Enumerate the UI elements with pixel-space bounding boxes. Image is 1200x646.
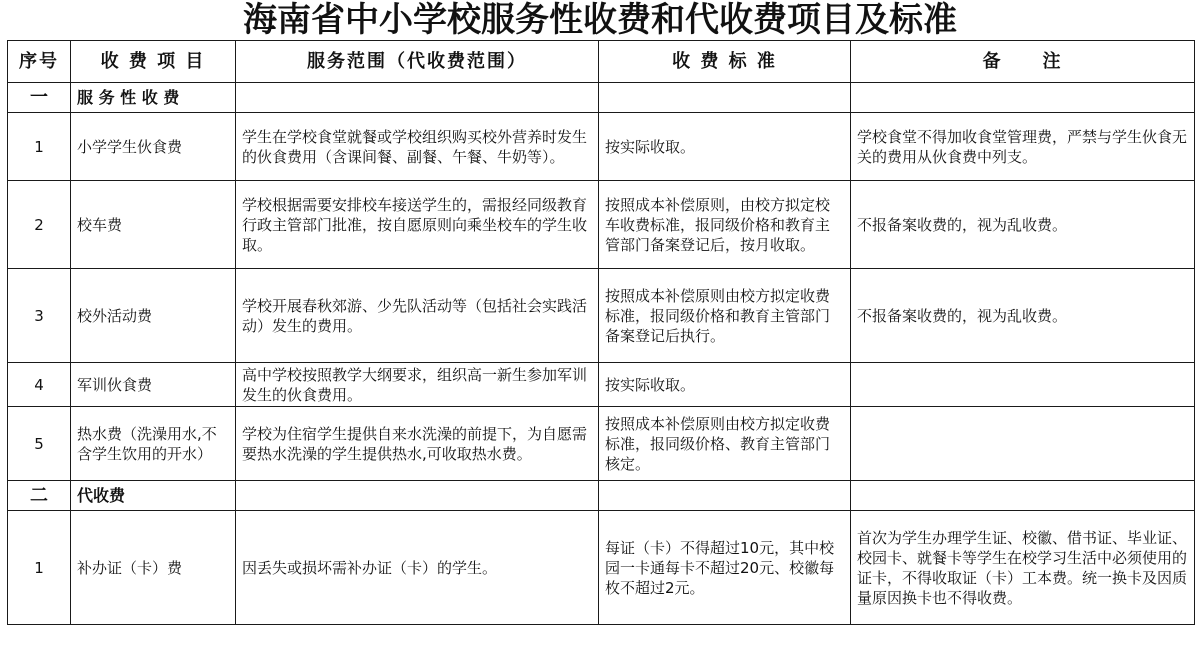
fee-item-name: 校车费 <box>71 181 236 269</box>
remark: 不报备案收费的，视为乱收费。 <box>851 181 1195 269</box>
page-title: 海南省中小学校服务性收费和代收费项目及标准 <box>243 0 957 40</box>
table-row <box>8 113 1195 181</box>
empty-cell <box>851 481 1195 511</box>
remark <box>851 363 1195 407</box>
fee-item-name: 军训伙食费 <box>71 363 236 407</box>
section-row-collection <box>8 481 1195 511</box>
table-row <box>8 363 1195 407</box>
section-row-service <box>8 83 1195 113</box>
header-row <box>8 41 1195 83</box>
service-scope: 因丢失或损坏需补办证（卡）的学生。 <box>236 511 599 625</box>
empty-cell <box>236 481 599 511</box>
empty-cell <box>236 83 599 113</box>
service-scope: 高中学校按照教学大纲要求，组织高一新生参加军训发生的伙食费用。 <box>236 363 599 407</box>
fee-item-name: 小学学生伙食费 <box>71 113 236 181</box>
service-scope: 学生在学校食堂就餐或学校组织购买校外营养时发生的伙食费用（含课间餐、副餐、午餐、牛奶等）。 <box>236 113 599 181</box>
service-scope: 学校开展春秋郊游、少先队活动等（包括社会实践活动）发生的费用。 <box>236 269 599 363</box>
header-standard: 收 费 标 准 <box>599 41 851 83</box>
row-number: 3 <box>8 269 71 363</box>
fee-standard: 按照成本补偿原则，由校方拟定校车收费标准，报同级价格和教育主管部门备案登记后，按月收取。 <box>599 181 851 269</box>
fee-standard: 按实际收取。 <box>599 113 851 181</box>
row-number: 1 <box>8 511 71 625</box>
table-row <box>8 511 1195 625</box>
empty-cell <box>599 481 851 511</box>
remark <box>851 407 1195 481</box>
fee-item-name: 校外活动费 <box>71 269 236 363</box>
row-number: 5 <box>8 407 71 481</box>
table-row <box>8 407 1195 481</box>
table-row <box>8 269 1195 363</box>
row-number: 2 <box>8 181 71 269</box>
header-no: 序号 <box>8 41 71 83</box>
remark: 首次为学生办理学生证、校徽、借书证、毕业证、校园卡、就餐卡等学生在校学习生活中必须使用的证卡，不得收取证（卡）工本费。统一换卡及因质量原因换卡也不得收费。 <box>851 511 1195 625</box>
fee-item-name: 补办证（卡）费 <box>71 511 236 625</box>
section-label: 服 务 性 收 费 <box>71 83 236 113</box>
header-scope: 服务范围（代收费范围） <box>236 41 599 83</box>
fee-standard: 按实际收取。 <box>599 363 851 407</box>
section-number: 一 <box>8 83 71 113</box>
fee-standard: 每证（卡）不得超过10元，其中校园一卡通每卡不超过20元、校徽每枚不超过2元。 <box>599 511 851 625</box>
service-scope: 学校为住宿学生提供自来水洗澡的前提下，为自愿需要热水洗澡的学生提供热水,可收取热水费。 <box>236 407 599 481</box>
row-number: 1 <box>8 113 71 181</box>
fee-standard: 按照成本补偿原则由校方拟定收费标准，报同级价格和教育主管部门备案登记后执行。 <box>599 269 851 363</box>
fee-standard: 按照成本补偿原则由校方拟定收费标准，报同级价格、教育主管部门核定。 <box>599 407 851 481</box>
service-scope: 学校根据需要安排校车接送学生的，需报经同级教育行政主管部门批准，按自愿原则向乘坐校车的学生收取。 <box>236 181 599 269</box>
remark: 学校食堂不得加收食堂管理费，严禁与学生伙食无关的费用从伙食费中列支。 <box>851 113 1195 181</box>
remark: 不报备案收费的，视为乱收费。 <box>851 269 1195 363</box>
fee-item-name: 热水费（洗澡用水,不含学生饮用的开水） <box>71 407 236 481</box>
section-number: 二 <box>8 481 71 511</box>
header-name: 收 费 项 目 <box>71 41 236 83</box>
empty-cell <box>599 83 851 113</box>
empty-cell <box>851 83 1195 113</box>
section-label: 代收费 <box>71 481 236 511</box>
header-remark: 备 注 <box>851 41 1195 83</box>
fee-table <box>7 40 1195 625</box>
row-number: 4 <box>8 363 71 407</box>
table-row <box>8 181 1195 269</box>
